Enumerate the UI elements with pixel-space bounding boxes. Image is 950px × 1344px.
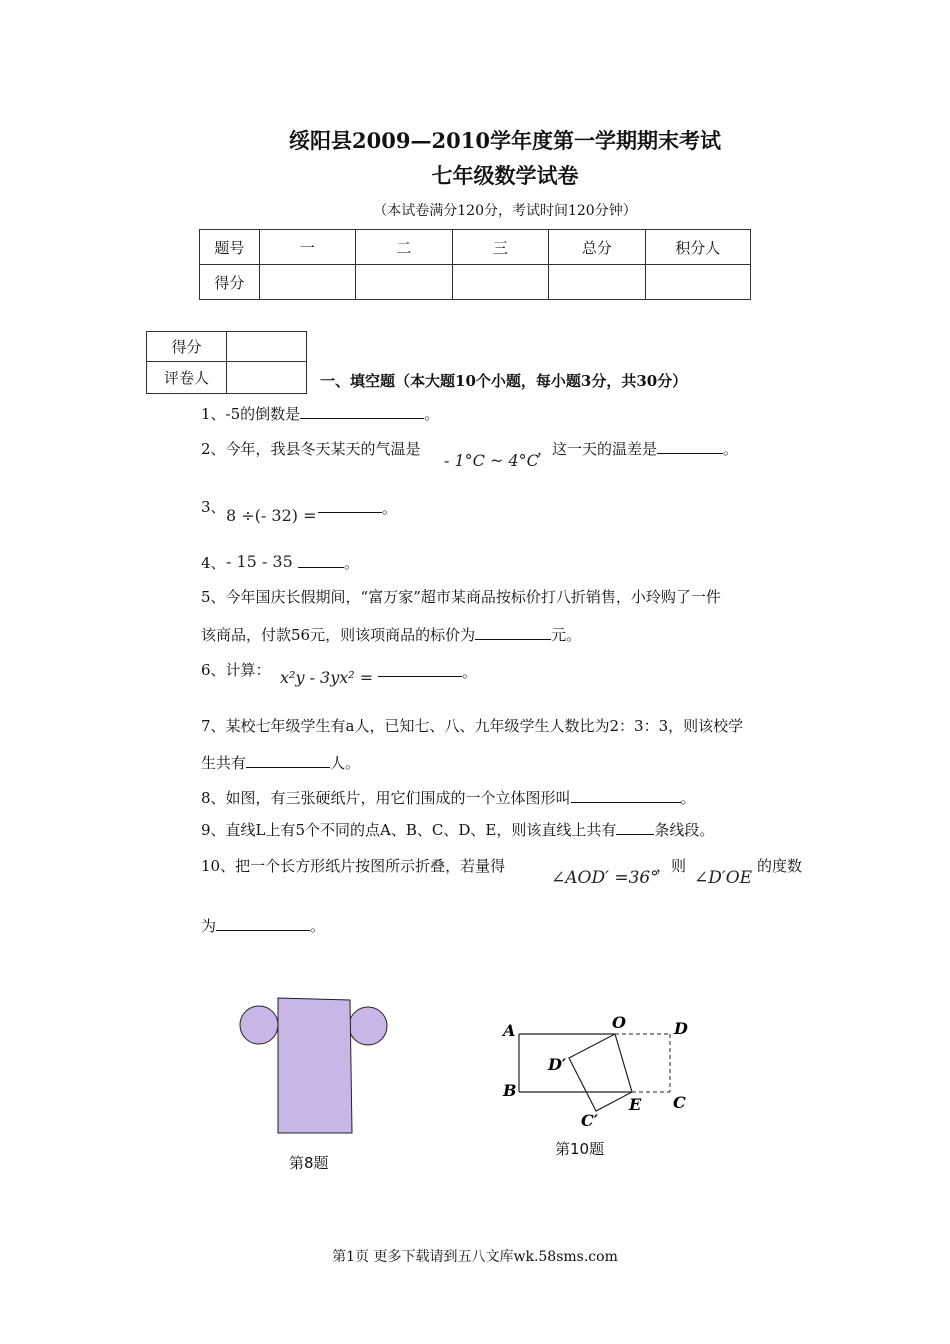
q2-answer-blank[interactable] — [657, 439, 723, 454]
figure-8-caption: 第8题 — [289, 1154, 329, 1172]
fig8-rectangle — [278, 998, 352, 1133]
score-cell — [259, 265, 355, 300]
q10-answer-blank[interactable] — [216, 916, 310, 931]
fig10-label-Dprime: D′ — [548, 1055, 567, 1074]
question-5-line2: 该商品，付款56元，则该项商品的标价为 元。 — [201, 626, 582, 644]
figure-8-diagram — [236, 994, 392, 1139]
score-header-cell: 二 — [356, 230, 452, 265]
score-header-cell: 题号 — [200, 230, 260, 265]
q10-text: 10、把一个长方形纸片按图所示折叠，若量得 — [201, 857, 506, 875]
score-cell — [645, 265, 750, 300]
q6-expression: x²y - 3yx² = — [280, 668, 374, 687]
q3-answer-blank[interactable] — [318, 497, 382, 513]
page-footer: 第1页 更多下载请到五八文库wk.58sms.com — [332, 1249, 618, 1265]
q10-angle-asked: ∠D′OE — [694, 868, 753, 888]
q4-answer-blank[interactable] — [298, 553, 344, 568]
q3-number: 3、 — [201, 498, 226, 516]
score-table — [199, 229, 751, 300]
score-header-cell: 总分 — [549, 230, 645, 265]
score-row-label: 得分 — [200, 265, 260, 300]
grader-score-label: 得分 — [147, 332, 227, 362]
q8-answer-blank[interactable] — [571, 788, 681, 803]
q10-mid: ，则 — [656, 857, 687, 875]
exam-title-line1: 绥阳县2009—2010学年度第一学期期末考试 — [289, 128, 721, 153]
question-10-line2: 为 。 — [201, 917, 326, 935]
q2-temperature-range: - 1°C ~ 4°C — [444, 451, 539, 470]
question-8: 8、如图，有三张硬纸片，用它们围成的一个立体图形叫 。 — [201, 789, 696, 807]
question-1: 1、-5的倒数是 。 — [201, 405, 440, 423]
score-cell — [549, 265, 645, 300]
grader-name-cell — [227, 362, 307, 394]
score-header-cell: 一 — [259, 230, 355, 265]
grader-score-cell — [227, 332, 307, 362]
q1-answer-blank[interactable] — [300, 404, 424, 419]
q6-answer-blank[interactable] — [378, 662, 462, 677]
grader-name-label: 评卷人 — [147, 362, 227, 394]
fig10-label-A: A — [503, 1021, 516, 1040]
q5-line1: 5、今年国庆长假期间，“富万家”超市某商品按标价打八折销售，小玲购了一件 — [201, 588, 721, 606]
fig10-label-C: C — [673, 1093, 686, 1112]
score-header-cell: 三 — [452, 230, 548, 265]
q6-text: 6、计算： — [201, 661, 271, 679]
q9-answer-blank[interactable] — [616, 820, 654, 835]
q2-text: 2、今年，我县冬天某天的气温是 — [201, 440, 421, 458]
exam-title-line2: 七年级数学试卷 — [431, 163, 579, 188]
question-2 — [201, 439, 421, 459]
q7-line1: 7、某校七年级学生有a人，已知七、八、九年级学生人数比为2：3：3，则该校学 — [201, 717, 744, 735]
score-header-cell: 积分人 — [645, 230, 750, 265]
q1-text: 1、-5的倒数是 — [201, 405, 301, 423]
q5-answer-blank[interactable] — [475, 625, 551, 640]
fig10-label-B: B — [503, 1081, 517, 1100]
fig8-left-circle — [240, 1006, 278, 1044]
q7-answer-blank[interactable] — [246, 753, 330, 768]
fig10-label-O: O — [612, 1013, 626, 1032]
question-7-line2: 生共有 人。 — [201, 754, 361, 772]
figure-10-caption: 第10题 — [555, 1140, 605, 1158]
figure-10-diagram — [498, 1012, 698, 1132]
fig8-right-circle — [349, 1007, 387, 1045]
score-cell — [356, 265, 452, 300]
question-9: 9、直线L上有5个不同的点A、B、C、D、E，则该直线上共有 条线段。 — [201, 821, 715, 839]
fig10-label-D: D — [674, 1019, 688, 1038]
q4-expression: - 15 - 35 — [226, 552, 293, 571]
q4-number: 4、 — [201, 554, 226, 572]
exam-note: （本试卷满分120分，考试时间120分钟） — [373, 203, 637, 219]
fig10-label-E: E — [629, 1095, 642, 1114]
fig10-label-Cprime: C′ — [581, 1111, 598, 1130]
section1-heading: 一、填空题（本大题10个小题，每小题3分，共30分） — [320, 372, 688, 390]
q10-end: 的度数 — [757, 857, 803, 875]
grader-box — [146, 331, 307, 394]
fig10-folded-part — [569, 1034, 632, 1111]
q3-expression: 8 ÷(- 32) = — [226, 506, 317, 525]
score-cell — [452, 265, 548, 300]
q10-angle-given: ∠AOD′ =36° — [551, 868, 659, 888]
